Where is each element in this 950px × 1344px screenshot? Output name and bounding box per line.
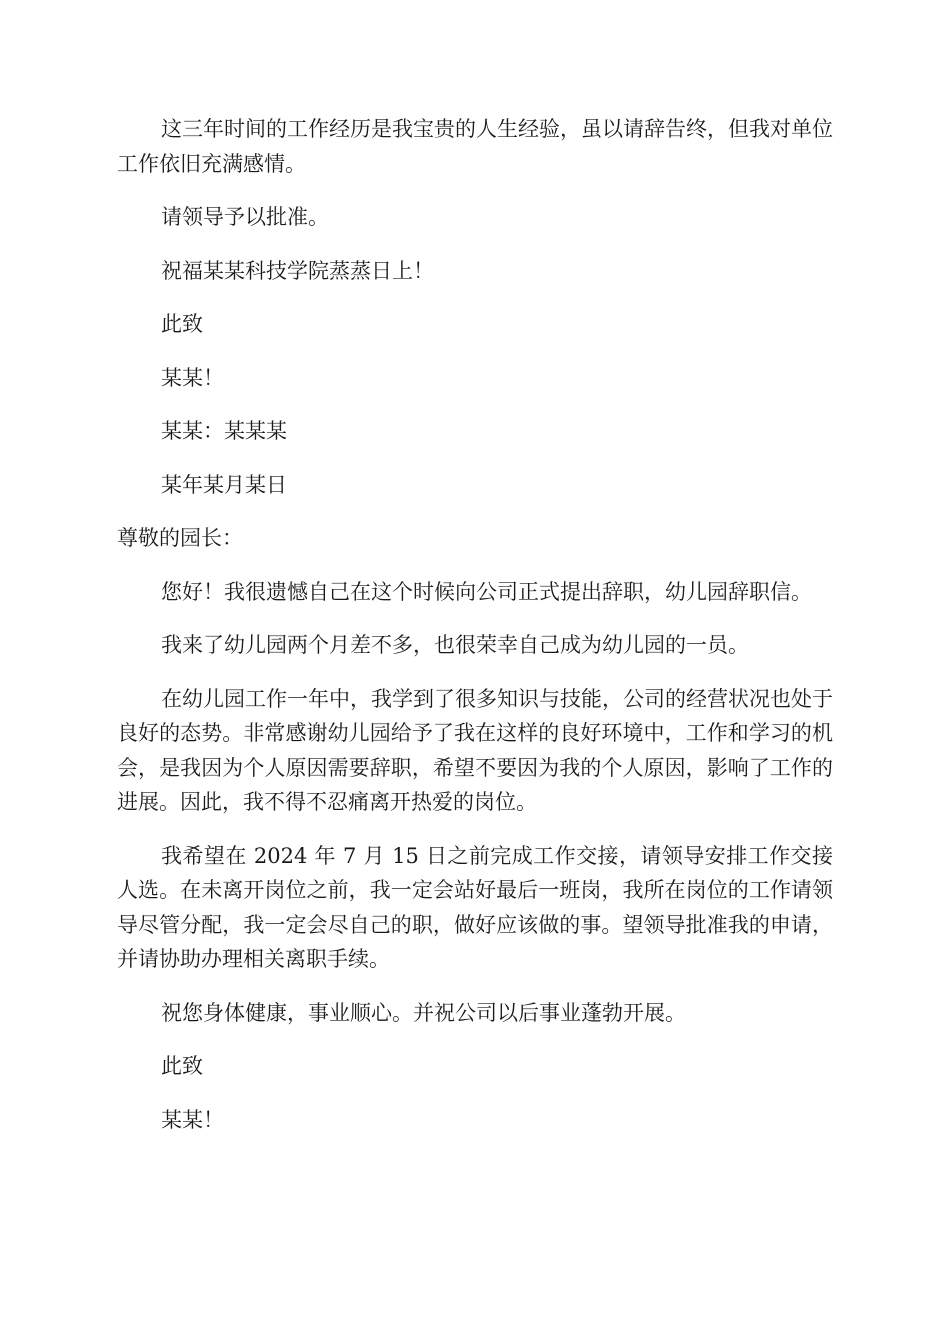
paragraph-wishes: 祝您身体健康，事业顺心。并祝公司以后事业蓬勃开展。 bbox=[161, 1000, 686, 1025]
paragraph-experience: 这三年时间的工作经历是我宝贵的人生经验，虽以请辞告终，但我对单位工作依旧充满感情。 bbox=[117, 117, 833, 176]
paragraph-gratitude: 在幼儿园工作一年中，我学到了很多知识与技能，公司的经营状况也处于良好的态势。非常感谢幼儿园给予了我在这样的良好环境中，工作和学习的机会，是我因为个人原因需要辞职，希望不要因为我的个人原因，影响了工作的进展。因此，我不得不忍痛离开热爱的岗位。 bbox=[117, 686, 833, 814]
paragraph-request-approval: 请领导予以批准。 bbox=[161, 205, 329, 229]
paragraph-handover: 我希望在 2024 年 7 月 15 日之前完成工作交接，请领导安排工作交接人选。在未离开岗位之前，我一定会站好最后一班岗，我所在岗位的工作请领导尽管分配，我一定会尽自己的职，做好应该做的事。望领导批准我的申请，并请协助办理相关离职手续。 bbox=[117, 843, 833, 971]
closing-recipient-2: 某某！ bbox=[161, 1107, 224, 1132]
closing-salutation: 此致 bbox=[161, 312, 203, 336]
closing-recipient: 某某！ bbox=[161, 365, 224, 390]
closing-salutation-2: 此致 bbox=[161, 1054, 203, 1078]
date-line: 某年某月某日 bbox=[161, 472, 287, 497]
paragraph-blessing: 祝福某某科技学院蒸蒸日上！ bbox=[161, 258, 434, 283]
document-page bbox=[117, 112, 833, 1156]
paragraph-opening: 您好！我很遗憾自己在这个时候向公司正式提出辞职，幼儿园辞职信。 bbox=[161, 579, 812, 604]
letter-greeting: 尊敬的园长： bbox=[117, 526, 243, 550]
paragraph-tenure: 我来了幼儿园两个月差不多，也很荣幸自己成为幼儿园的一员。 bbox=[161, 633, 749, 657]
signature-line: 某某：某某某 bbox=[161, 419, 287, 443]
